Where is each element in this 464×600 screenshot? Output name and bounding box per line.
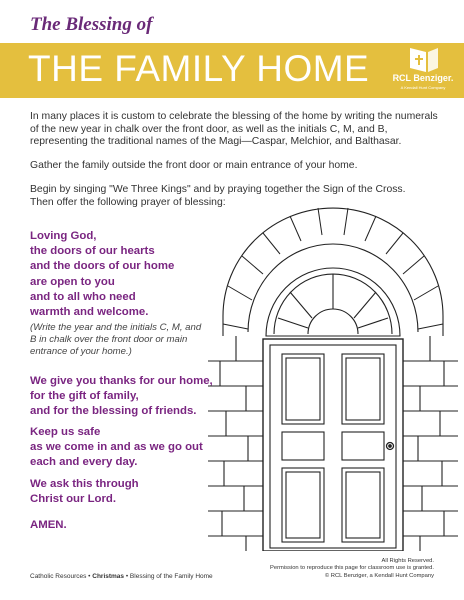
- book-icon: [390, 46, 456, 74]
- begin-line: Begin by singing "We Three Kings" and by praying together the Sign of the Cross.: [30, 184, 406, 195]
- prayer-line: Christ our Lord.: [30, 493, 117, 506]
- prayer-line: and the doors of our home: [30, 260, 175, 273]
- prayer-line: each and every day.: [30, 456, 138, 469]
- title-band: [0, 43, 464, 98]
- instruction-line: entrance of your home.): [30, 346, 132, 357]
- instruction-line: B in chalk over the front door or main: [30, 334, 188, 345]
- footer-rights: [270, 558, 434, 580]
- prayer-line: Loving God,: [30, 230, 97, 242]
- prayer-stanza-2: [30, 374, 213, 420]
- prayer-line: We ask this through: [30, 478, 139, 490]
- permission-line: Permission to reproduce this page for classroom use is granted.: [269, 565, 434, 572]
- prayer-line: warmth and welcome.: [30, 306, 149, 319]
- publisher-logo: [390, 46, 456, 94]
- rights-line: All Rights Reserved.: [381, 558, 434, 564]
- prayer-line: as we come in and as we go out: [30, 441, 203, 454]
- amen: AMEN.: [30, 519, 67, 531]
- gather-paragraph: Gather the family outside the front door or main entrance of your home.: [30, 160, 358, 171]
- logo-subtext: A Kendall Hunt Company: [400, 85, 446, 90]
- copyright-line: © RCL Benziger, a Kendall Hunt Company: [324, 572, 434, 579]
- prayer-stanza-1: [30, 229, 174, 320]
- prayer-line: and to all who need: [30, 290, 136, 303]
- right-bricks: [403, 336, 458, 551]
- prayer-line: the doors of our hearts: [30, 245, 155, 258]
- prayer-line: and for the blessing of friends.: [30, 405, 197, 418]
- intro-paragraph: In many places it is custom to celebrate the blessing of the home by writing the numerals of the new year in chalk over the front door, as well as the initials C, M, and B, representing the traditional names of the Magi—Caspar, Melchior, and Balthasar.: [30, 111, 438, 147]
- chalk-instruction: [30, 322, 205, 358]
- logo-text: RCL Benziger.: [392, 73, 454, 83]
- offer-line: Then offer the following prayer of blessing:: [30, 196, 226, 208]
- footer-credit: Catholic Resources • Christmas • Blessing of the Family Home: [30, 573, 213, 580]
- instruction-line: (Write the year and the initials C, M, and: [30, 322, 202, 333]
- script-title: The Blessing of: [30, 14, 153, 35]
- prayer-line: for the gift of family,: [30, 390, 139, 403]
- prayer-line: Keep us safe: [30, 426, 101, 438]
- left-bricks: [208, 336, 263, 551]
- prayer-line: are open to you: [30, 275, 115, 288]
- prayer-line: We give you thanks for our home,: [30, 375, 213, 387]
- page-title: THE FAMILY HOME: [28, 48, 370, 89]
- prayer-stanza-4: [30, 477, 139, 507]
- prayer-stanza-3: [30, 425, 203, 471]
- door-illustration: [208, 206, 458, 551]
